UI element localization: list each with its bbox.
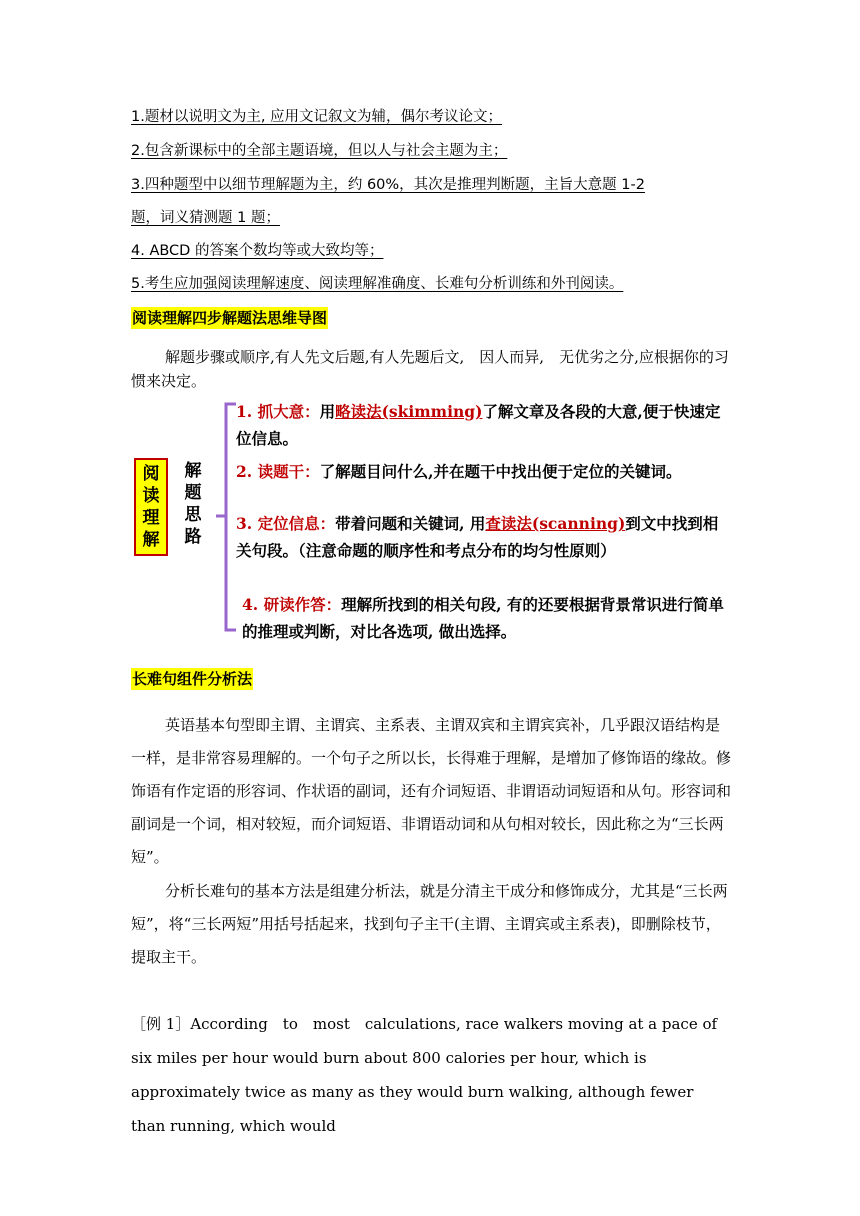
mindmap-subtitle: [182, 460, 204, 548]
vert-char: 路: [184, 527, 202, 547]
summary-item-5: 5.考生应加强阅读理解速度、阅读理解准确度、长难句分析训练和外刊阅读。: [131, 276, 624, 292]
box-char: 解: [142, 530, 160, 550]
intro-paragraph: 解题步骤或顺序,有人先文后题,有人先题后文, 因人而异, 无优劣之分,应根据你的习惯来决定。: [131, 348, 729, 390]
step-head: 1. 抓大意：: [236, 402, 320, 421]
vert-char: 解: [184, 461, 202, 481]
section-heading-mindmap: 阅读理解四步解题法思维导图: [132, 309, 328, 327]
summary-item-3b: 题，词义猜测题 1 题；: [131, 210, 280, 226]
summary-item-4: 4. ABCD 的答案个数均等或大致均等；: [131, 243, 384, 259]
summary-item-3a: 3.四种题型中以细节理解题为主，约 60%，其次是推理判断题，主旨大意题 1-2: [131, 177, 645, 193]
summary-item-1: 1.题材以说明文为主, 应用文记叙文为辅，偶尔考议论文；: [131, 109, 503, 125]
example-label: ［例 1］: [131, 1015, 191, 1033]
example-text: According to most calculations, race walkers moving at a pace of six miles per hour would burn about 800 calories per hour, which is approximately twice as many as they would burn walking, although fewer than running, which would: [131, 1015, 718, 1135]
vert-char: 思: [184, 505, 202, 525]
mindmap-step-3: [236, 510, 726, 564]
analysis-paragraph-2: 分析长难句的基本方法是组建分析法，就是分清主干成分和修饰成分，尤其是“三长两短”，将“三长两短”用括号括起来，找到句子主干(主谓、主谓宾或主系表)，即删除枝节，提取主干。: [131, 882, 728, 966]
brace-connector: [208, 398, 238, 643]
step-text: 到文中找到相关句段。（注意命题的顺序性和考点分布的均匀性原则）: [236, 514, 719, 560]
section-heading-long-sentence: 长难句组件分析法: [132, 670, 253, 688]
summary-item-2: 2.包含新课标中的全部主题语境，但以人与社会主题为主；: [131, 143, 508, 159]
analysis-paragraph-1: 英语基本句型即主谓、主谓宾、主系表、主谓双宾和主谓宾宾补，几乎跟汉语结构是一样，是非常容易理解的。一个句子之所以长，长得难于理解，是增加了修饰语的缘故。修饰语有作定语的形容词、作状语的副词，还有介词短语、非谓语动词短语和从句。形容词和副词是一个词，相对较短，而介词短语、非谓语动词和从句相对较长，因此称之为“三长两短”。: [131, 716, 732, 866]
mindmap-step-4: [242, 591, 732, 645]
step-text: 带着问题和关键词, 用: [335, 514, 486, 533]
step-head: 3. 定位信息：: [236, 514, 336, 533]
box-char: 阅: [142, 464, 160, 484]
mindmap-step-2: [236, 458, 726, 485]
mindmap-step-1: [236, 398, 726, 452]
example-1: [131, 1007, 721, 1143]
step-head: 4. 研读作答：: [242, 595, 342, 614]
mindmap: [132, 398, 732, 643]
step-head: 2. 读题干：: [236, 462, 320, 481]
step-text: 用: [319, 402, 336, 421]
step-keyword: 查读法(scanning): [485, 514, 626, 533]
step-text: 了解题目问什么,并在题干中找出便于定位的关键词。: [319, 462, 682, 481]
step-text: 了解文章及各段的大意,便于快速定位信息。: [236, 402, 721, 448]
step-keyword: 略读法(skimming): [335, 402, 483, 421]
mindmap-label-box: [134, 458, 168, 556]
box-char: 读: [142, 486, 160, 506]
step-text: 理解所找到的相关句段, 有的还要根据背景常识进行简单的推理或判断，对比各选项, 做出选择。: [242, 595, 724, 641]
vert-char: 题: [184, 483, 202, 503]
box-char: 理: [142, 508, 160, 528]
